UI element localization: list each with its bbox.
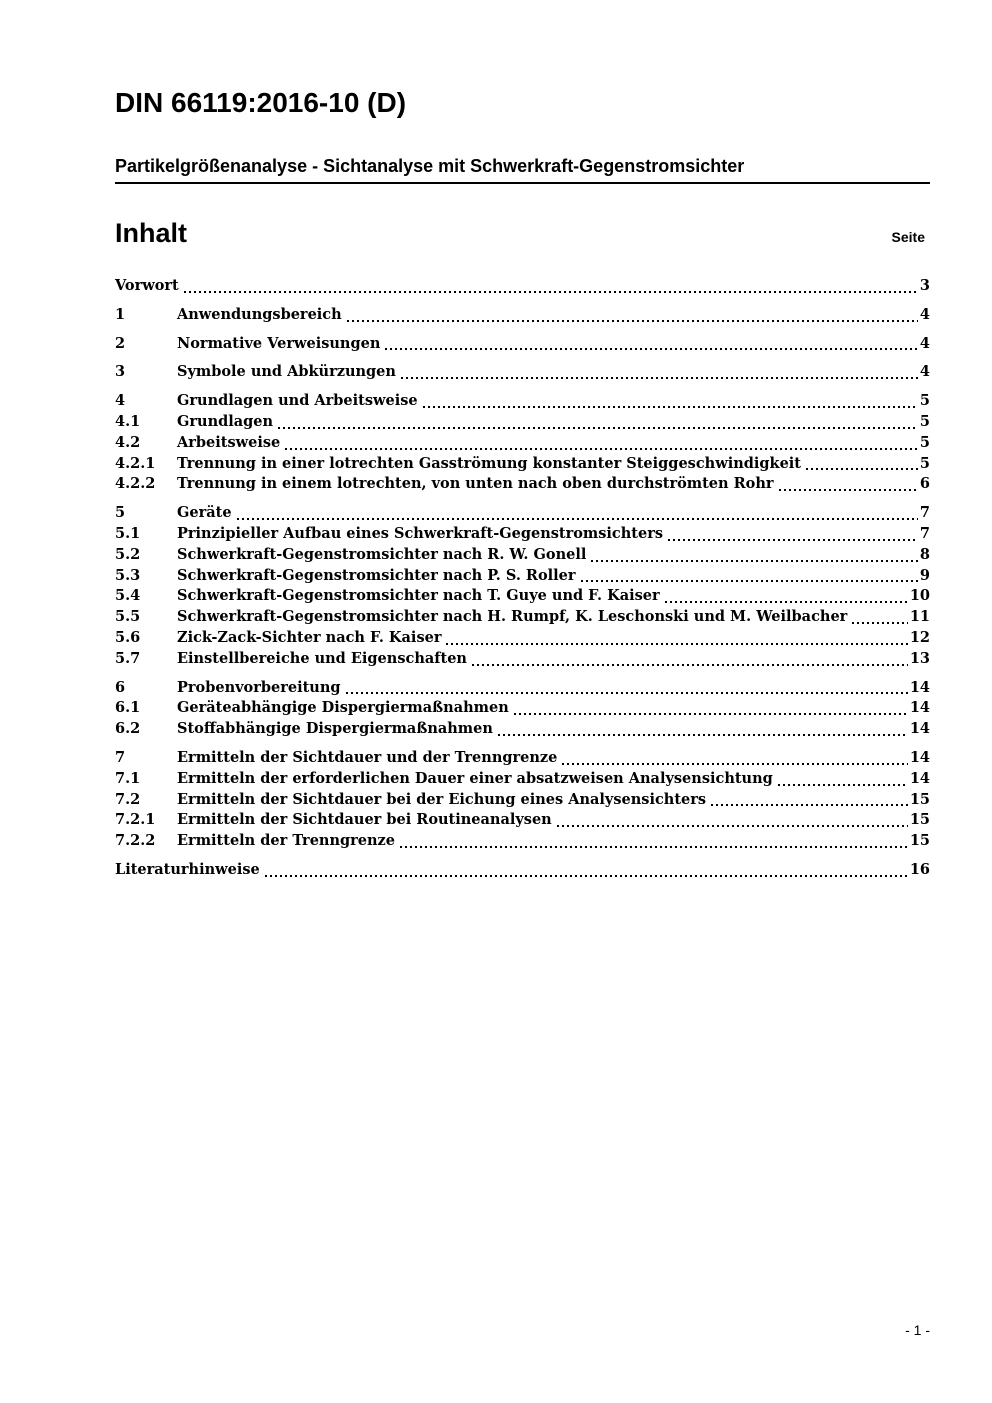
toc-row (115, 607, 930, 628)
toc-entry-page: 4 (919, 363, 930, 381)
toc-row (115, 305, 930, 326)
toc-dotted-leader (668, 539, 918, 541)
toc-row (115, 748, 930, 769)
toc-dotted-leader (514, 713, 908, 715)
toc-entry-title: Ermitteln der Sichtdauer bei der Eichung eines Analysensichters (177, 790, 707, 808)
toc-dotted-leader (401, 377, 918, 379)
toc-entry-title: Trennung in einem lotrechten, von unten nach oben durchströmten Rohr (177, 475, 774, 493)
toc-entry-page: 12 (909, 628, 930, 646)
toc-dotted-leader (711, 804, 908, 806)
toc-dotted-leader (423, 406, 918, 408)
toc-dotted-leader (184, 291, 918, 293)
toc-entry-title: Arbeitsweise (177, 433, 281, 451)
toc-entry-title: Geräte (177, 504, 232, 522)
toc-entry-title: Prinzipieller Aufbau eines Schwerkraft-Gegenstromsichters (177, 524, 664, 542)
toc-entry-number: 7 (115, 748, 126, 766)
toc-entry-page: 14 (909, 769, 930, 787)
toc-row (115, 678, 930, 699)
toc-row (115, 698, 930, 719)
toc-dotted-leader (778, 784, 908, 786)
document-number: DIN 66119:2016-10 (D) (115, 87, 407, 118)
toc-entry-page: 6 (919, 475, 930, 493)
toc-entry-number: 5.4 (115, 587, 141, 605)
toc-row (115, 860, 930, 881)
toc-dotted-leader (806, 468, 918, 470)
toc-entry-number: 5.2 (115, 545, 141, 563)
toc-entry-number: 5.3 (115, 566, 141, 584)
toc-entry-number: 6 (115, 678, 126, 696)
toc-dotted-leader (385, 348, 918, 350)
toc-entry-title: Schwerkraft-Gegenstromsichter nach H. Rumpf, K. Leschonski und M. Weilbacher (177, 608, 848, 626)
toc-group (115, 334, 930, 355)
toc-row (115, 810, 930, 831)
toc-entry-title: Anwendungsbereich (177, 305, 342, 323)
toc-entry-title: Ermitteln der Sichtdauer und der Trenngrenze (177, 748, 558, 766)
toc-entry-title: Symbole und Abkürzungen (177, 363, 396, 381)
toc-row (115, 628, 930, 649)
toc-entry-number: 5.1 (115, 524, 141, 542)
toc-dotted-leader (237, 518, 918, 520)
toc-row (115, 831, 930, 852)
toc-row (115, 474, 930, 495)
toc-entry-number: 2 (115, 334, 126, 352)
toc-entry-page: 5 (919, 412, 930, 430)
toc-entry-page: 9 (919, 566, 930, 584)
toc-entry-title: Schwerkraft-Gegenstromsichter nach R. W. Gonell (177, 545, 587, 563)
toc-entry-number: 7.2.1 (115, 811, 156, 829)
toc-row (115, 566, 930, 587)
toc-row (115, 334, 930, 355)
toc-entry-title: Grundlagen (177, 412, 274, 430)
toc-dotted-leader (400, 846, 908, 848)
toc-entry-title: Schwerkraft-Gegenstromsichter nach T. Guye und F. Kaiser (177, 587, 660, 605)
toc-entry-number: 5.5 (115, 608, 141, 626)
toc-dotted-leader (285, 448, 918, 450)
toc-row (115, 454, 930, 475)
toc-entry-page: 7 (919, 524, 930, 542)
toc-row (115, 649, 930, 670)
toc-entry-page: 11 (909, 608, 930, 626)
toc-row (115, 362, 930, 383)
toc-dotted-leader (557, 825, 908, 827)
toc-entry-title: Einstellbereiche und Eigenschaften (177, 649, 467, 667)
toc-entry-title: Geräteabhängige Dispergiermaßnahmen (177, 699, 509, 717)
toc-dotted-leader (265, 875, 908, 877)
toc-entry-number: 6.1 (115, 699, 141, 717)
toc-dotted-leader (472, 664, 908, 666)
toc-entry-number: 4.1 (115, 412, 141, 430)
toc-entry-page: 5 (919, 392, 930, 410)
toc-entry-number: 5 (115, 504, 126, 522)
toc-group (115, 391, 930, 495)
toc-entry-page: 5 (919, 433, 930, 451)
toc-entry-number: 7.2.2 (115, 832, 156, 850)
toc-dotted-leader (498, 734, 908, 736)
contents-header (115, 219, 930, 249)
toc-entry-title: Grundlagen und Arbeitsweise (177, 392, 418, 410)
toc-dotted-leader (446, 643, 907, 645)
toc-entry-title: Ermitteln der Sichtdauer bei Routineanalysen (177, 811, 552, 829)
toc-row (115, 586, 930, 607)
toc-row (115, 503, 930, 524)
contents-heading: Inhalt (115, 218, 187, 248)
toc-entry-title: Probenvorbereitung (177, 678, 341, 696)
toc-entry-page: 15 (909, 790, 930, 808)
toc-entry-number: 4 (115, 392, 126, 410)
toc-row (115, 412, 930, 433)
toc-group (115, 305, 930, 326)
toc-entry-page: 10 (909, 587, 930, 605)
toc-entry-page: 14 (909, 748, 930, 766)
toc-entry-title: Ermitteln der Trenngrenze (177, 832, 396, 850)
toc-entry-page: 14 (909, 720, 930, 738)
toc-row (115, 545, 930, 566)
toc-entry-page: 5 (919, 454, 930, 472)
footer-page-number: - 1 - (905, 1322, 930, 1338)
toc-group (115, 678, 930, 740)
toc-entry-title: Literaturhinweise (115, 860, 260, 878)
toc-entry-number: 3 (115, 363, 126, 381)
toc-row (115, 391, 930, 412)
toc-row (115, 719, 930, 740)
toc-entry-number: 5.7 (115, 649, 141, 667)
toc-entry-page: 15 (909, 832, 930, 850)
toc-entry-number: 4.2.1 (115, 454, 156, 472)
toc-entry-page: 16 (909, 860, 930, 878)
toc-dotted-leader (581, 580, 918, 582)
toc-row (115, 769, 930, 790)
toc-entry-title: Normative Verweisungen (177, 334, 381, 352)
toc-entry-page: 4 (919, 305, 930, 323)
toc-group (115, 503, 930, 669)
toc-entry-page: 3 (919, 277, 930, 294)
toc-entry-page: 8 (919, 545, 930, 563)
toc-group (115, 276, 930, 297)
toc-entry-title: Ermitteln der erforderlichen Dauer einer absatzweisen Analysensichtung (177, 769, 773, 787)
toc-dotted-leader (346, 692, 908, 694)
toc-entry-title: Trennung in einer lotrechten Gasströmung konstanter Steiggeschwindigkeit (177, 454, 802, 472)
toc-entry-number: 1 (115, 305, 126, 323)
toc-entry-page: 13 (909, 649, 930, 667)
toc-entry-number: 6.2 (115, 720, 141, 738)
toc-dotted-leader (852, 622, 907, 624)
toc-row (115, 524, 930, 545)
toc-entry-number: 7.1 (115, 769, 141, 787)
document-title: Partikelgrößenanalyse - Sichtanalyse mit Schwerkraft-Gegenstromsichter (115, 155, 930, 184)
toc-dotted-leader (779, 489, 918, 491)
toc-entry-page: 4 (919, 334, 930, 352)
toc-entry-page: 15 (909, 811, 930, 829)
table-of-contents (115, 276, 930, 881)
toc-row (115, 433, 930, 454)
toc-row (115, 276, 930, 297)
toc-group (115, 362, 930, 383)
toc-dotted-leader (347, 320, 918, 322)
toc-group (115, 748, 930, 852)
toc-entry-title: Schwerkraft-Gegenstromsichter nach P. S. Roller (177, 566, 576, 584)
toc-group (115, 860, 930, 881)
toc-entry-title: Stoffabhängige Dispergiermaßnahmen (177, 720, 493, 738)
toc-entry-number: 4.2 (115, 433, 141, 451)
toc-dotted-leader (278, 427, 918, 429)
toc-entry-number: 7.2 (115, 790, 141, 808)
toc-entry-page: 7 (919, 504, 930, 522)
toc-dotted-leader (665, 601, 908, 603)
toc-entry-title: Vorwort (115, 277, 179, 294)
toc-entry-page: 14 (909, 699, 930, 717)
toc-entry-title: Zick-Zack-Sichter nach F. Kaiser (177, 628, 442, 646)
toc-dotted-leader (591, 560, 918, 562)
toc-entry-number: 5.6 (115, 628, 141, 646)
toc-dotted-leader (562, 763, 907, 765)
page-column-label: Seite (891, 229, 925, 245)
toc-entry-number: 4.2.2 (115, 475, 156, 493)
toc-row (115, 790, 930, 811)
toc-entry-page: 14 (909, 678, 930, 696)
